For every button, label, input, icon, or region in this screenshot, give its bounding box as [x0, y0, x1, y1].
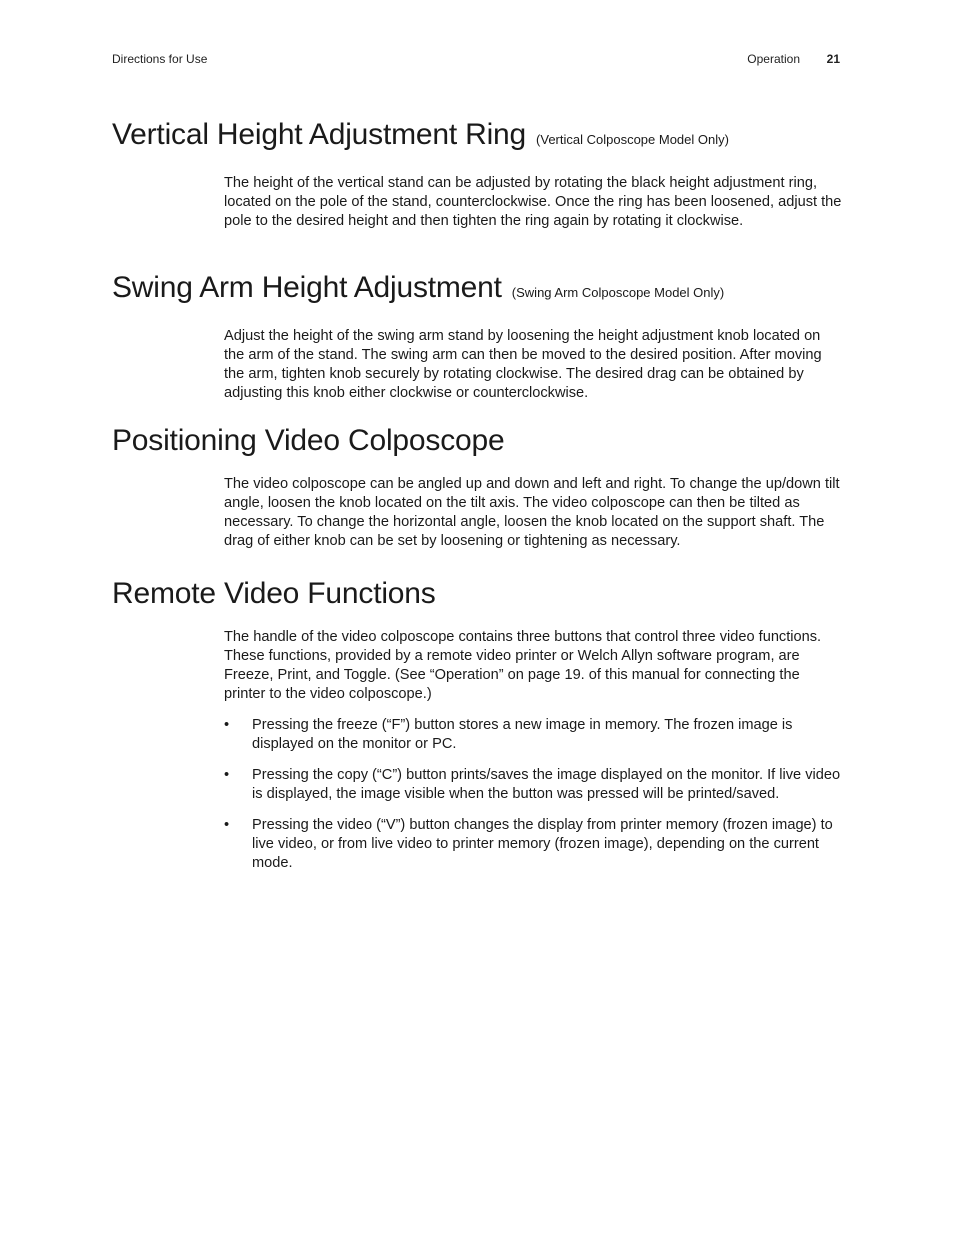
bullet-text: Pressing the copy (“C”) button prints/saves the image displayed on the monitor. If live video is displayed, the image visible when the button was pressed will be printed/saved.	[252, 767, 841, 802]
section-remote-video	[112, 577, 844, 885]
bullet-symbol: •	[224, 767, 230, 783]
bullet-symbol: •	[224, 717, 230, 733]
section-heading	[112, 577, 844, 611]
body-paragraph: The handle of the video colposcope contains three buttons that control three video functions. These functions, provided by a remote video printer or Welch Allyn software program, are Freeze, Print, and Toggle. (See “Operation” on page 19. of this manual for connecting the printer to the video colposcope.)	[224, 629, 822, 702]
body-paragraph: The video colposcope can be angled up and down and left and right. To change the up/down tilt angle, loosen the knob located on the tilt axis. The video colposcope can then be tilted as necessary. To change the horizontal angle, loosen the knob located on the support shaft. The drag of either knob can be set by loosening or tightening as necessary.	[224, 476, 840, 549]
bullet-symbol: •	[224, 817, 230, 833]
section-swing-arm	[112, 271, 844, 403]
section-heading	[112, 118, 844, 157]
bullet-text: Pressing the video (“V”) button changes the display from printer memory (frozen image) to live video, or from live video to printer memory (frozen image), depending on the current mode.	[252, 817, 833, 871]
section-title: Positioning Video Colposcope	[112, 424, 505, 457]
body-paragraph: Adjust the height of the swing arm stand by loosening the height adjustment knob located on the arm of the stand. The swing arm can then be moved to the desired position. After moving the arm, tighten knob securely by rotating clockwise. The desired drag can be obtained by adjusting this knob either clockwise or counterclockwise.	[224, 328, 822, 401]
bullet-text: Pressing the freeze (“F”) button stores a new image in memory. The frozen image is displayed on the monitor or PC.	[252, 717, 793, 752]
section-body	[224, 174, 844, 231]
body-paragraph: The height of the vertical stand can be adjusted by rotating the black height adjustment ring, located on the pole of the stand, counterclockwise. Once the ring has been loosened, adjust the pole to the desired height and then tighten the ring again by rotating it clockwise.	[224, 175, 842, 229]
bullet-list	[224, 716, 844, 873]
section-positioning	[112, 424, 844, 551]
section-heading	[112, 271, 844, 310]
bullet-item	[224, 766, 844, 804]
section-body	[224, 628, 844, 704]
section-title: Remote Video Functions	[112, 577, 436, 610]
section-subtitle: (Vertical Colposcope Model Only)	[536, 132, 729, 147]
bullet-item	[224, 816, 844, 873]
section-title: Swing Arm Height Adjustment	[112, 271, 502, 304]
section-vertical-height	[112, 118, 844, 231]
header-section-name: Operation	[747, 52, 800, 66]
section-body	[224, 327, 844, 403]
page-number: 21	[826, 52, 840, 66]
running-header	[112, 52, 842, 70]
header-document-title: Directions for Use	[112, 52, 208, 66]
section-subtitle: (Swing Arm Colposcope Model Only)	[511, 285, 725, 300]
section-body	[224, 475, 844, 551]
bullet-item	[224, 716, 844, 754]
section-heading	[112, 424, 844, 458]
section-title: Vertical Height Adjustment Ring	[112, 118, 527, 151]
